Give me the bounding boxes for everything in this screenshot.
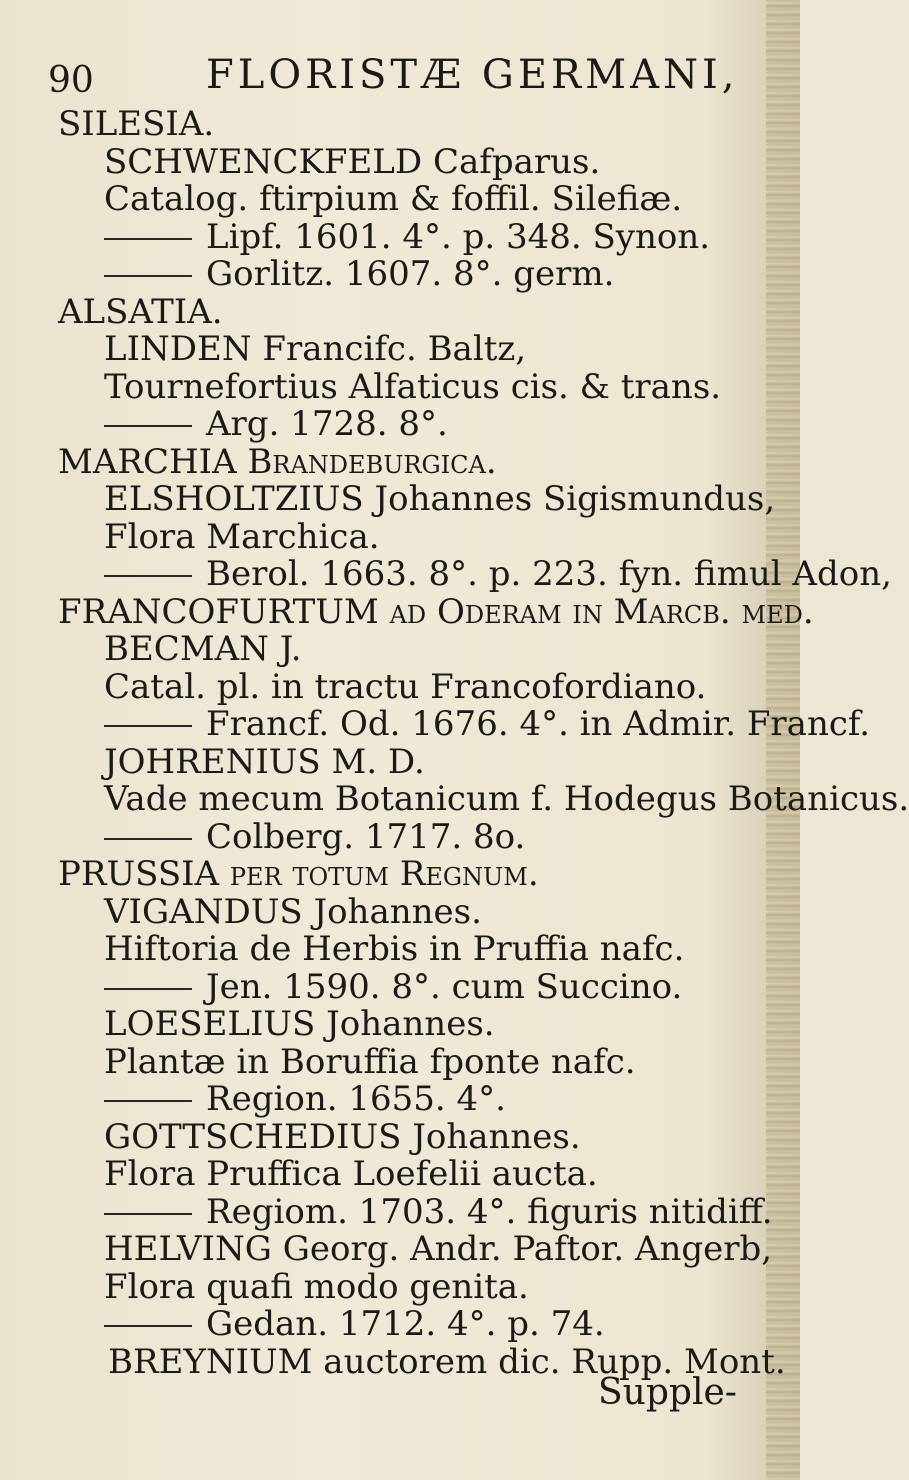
- text-line: [58, 554, 892, 594]
- line-text: Regiom. 1703. 4°. figuris nitidiff.: [206, 1191, 773, 1232]
- line-text: MARCHIA Brandeburgica.: [58, 441, 497, 482]
- text-line: [58, 256, 778, 294]
- text-line: [58, 1191, 778, 1232]
- text-line: [58, 216, 778, 257]
- text-line: [58, 481, 778, 519]
- ditto-rule: [104, 1213, 192, 1215]
- text-line: [58, 931, 778, 969]
- ditto-rule: [104, 238, 192, 240]
- text-line: [58, 181, 778, 219]
- line-text: Plantæ in Boruffia fponte nafc.: [104, 1041, 636, 1082]
- ditto-rule: [104, 988, 192, 990]
- line-text: Flora Marchica.: [104, 516, 380, 557]
- running-header: [48, 52, 748, 102]
- text-line: [58, 631, 778, 669]
- text-line: [58, 779, 909, 819]
- line-text: Arg. 1728. 8°.: [206, 404, 448, 444]
- line-text: Tournefortius Alfaticus cis. & trans.: [104, 366, 722, 407]
- page-number: 90: [48, 60, 94, 101]
- region-heading: [58, 106, 778, 144]
- text-line: [58, 1306, 778, 1344]
- text-body: [58, 104, 909, 1382]
- ditto-rule: [104, 725, 192, 727]
- text-line: [58, 1041, 778, 1082]
- line-text: HELVING Georg. Andr. Paftor. Angerb,: [104, 1229, 773, 1269]
- region-heading: [58, 591, 814, 632]
- line-text: Gedan. 1712. 4°. p. 74.: [206, 1304, 605, 1344]
- text-line: [58, 1231, 778, 1269]
- line-text: ALSATIA.: [58, 291, 223, 332]
- line-text: Catal. pl. in tractu Francofordiano.: [104, 666, 707, 707]
- line-text: LOESELIUS Johannes.: [104, 1004, 495, 1044]
- text-line: [58, 816, 778, 857]
- line-text: Flora Pruffica Loefelii aucta.: [104, 1154, 598, 1194]
- text-line: [58, 331, 778, 369]
- ditto-rule: [104, 838, 192, 840]
- text-line: [58, 1156, 778, 1194]
- line-text: Lipf. 1601. 4°. p. 348. Synon.: [206, 216, 711, 257]
- text-line: [58, 891, 778, 932]
- text-line: [58, 1266, 778, 1307]
- line-text: SILESIA.: [58, 104, 215, 144]
- line-text: Colberg. 1717. 8o.: [206, 816, 526, 857]
- text-line: [58, 406, 778, 444]
- text-line: [58, 516, 778, 557]
- line-text: Flora quafi modo genita.: [104, 1266, 529, 1307]
- region-heading: [58, 856, 778, 894]
- text-line: [58, 1081, 778, 1119]
- line-text: Catalog. ftirpium & foffil. Silefiæ.: [104, 179, 683, 219]
- ditto-rule: [104, 425, 192, 427]
- text-line: [58, 741, 778, 782]
- ditto-rule: [104, 575, 192, 577]
- line-text: Berol. 1663. 8°. p. 223. fyn. fimul Adon,: [206, 554, 892, 594]
- text-line: [58, 704, 871, 744]
- running-title: FLORISTÆ GERMANI,: [206, 52, 739, 98]
- line-text: ELSHOLTZIUS Johannes Sigismundus,: [104, 479, 776, 519]
- line-text: LINDEN Francifc. Baltz,: [104, 329, 527, 369]
- line-text: Jen. 1590. 8°. cum Succino.: [206, 966, 683, 1007]
- line-text: VIGANDUS Johannes.: [104, 891, 482, 932]
- text-line: [58, 1006, 778, 1044]
- text-line: [58, 366, 778, 407]
- text-line: [58, 141, 778, 182]
- line-text: PRUSSIA per totum Regnum.: [58, 854, 539, 894]
- line-text: Region. 1655. 4°.: [206, 1079, 506, 1119]
- line-text: Francf. Od. 1676. 4°. in Admir. Francf.: [206, 704, 871, 744]
- region-heading: [58, 291, 778, 332]
- text-line: [58, 966, 778, 1007]
- ditto-rule: [104, 275, 192, 277]
- catchword: Supple-: [598, 1372, 737, 1413]
- text-line: [58, 666, 778, 707]
- text-line: [58, 1116, 778, 1157]
- line-text: JOHRENIUS M. D.: [104, 741, 425, 782]
- line-text: BREYNIUM auctorem dic. Rupp. Mont.: [108, 1341, 786, 1382]
- line-text: GOTTSCHEDIUS Johannes.: [104, 1116, 581, 1157]
- line-text: FRANCOFURTUM ad Oderam in Marcb. med.: [58, 591, 814, 632]
- line-text: Hiftoria de Herbis in Pruffia nafc.: [104, 929, 685, 969]
- line-text: SCHWENCKFELD Cafparus.: [104, 141, 601, 182]
- line-text: Vade mecum Botanicum f. Hodegus Botanicus.: [104, 779, 909, 819]
- line-text: BECMAN J.: [104, 629, 302, 669]
- ditto-rule: [104, 1100, 192, 1102]
- line-text: Gorlitz. 1607. 8°. germ.: [206, 254, 615, 294]
- ditto-rule: [104, 1325, 192, 1327]
- region-heading: [58, 441, 778, 482]
